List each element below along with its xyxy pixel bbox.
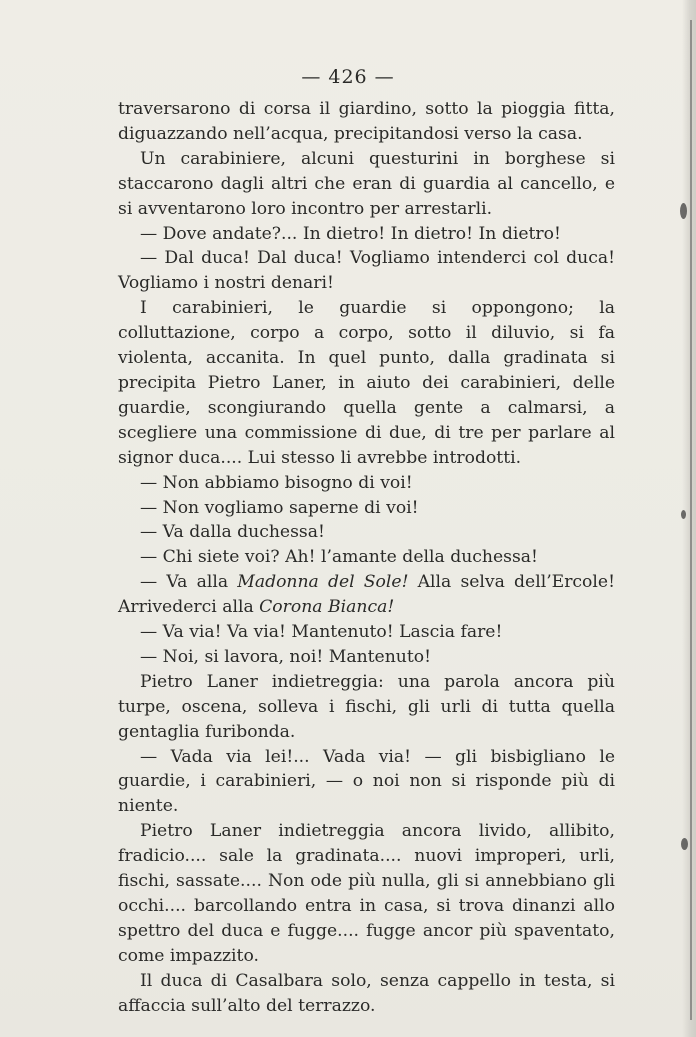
dialogue-line <box>118 570 615 620</box>
body-text <box>118 97 615 1019</box>
ink-smudge <box>681 510 686 519</box>
dialogue-text: Alla selva dell’Ercole! Arrivederci alla <box>118 572 615 618</box>
paragraph: Pietro Laner indietreggia ancora livido, allibito, fradicio.... sale la gradinata.... nuovi improperi, urli, fischi, sassate.... Non ode più nulla, gli si annebbiano gli occhi.... barcollando entra in casa, si trova dinanzi allo spettro del duca e fugge.... fugge ancor più spaventato, come impazzito. <box>118 821 615 966</box>
italic-title: Corona Bianca! <box>259 597 395 618</box>
paragraph: I carabinieri, le guardie si oppongono; la colluttazione, corpo a corpo, sotto il diluvio, si fa violenta, accanita. In quel punto, dalla gradinata si precipita Pietro Laner, in aiuto dei carabinieri, delle guardie, scongiurando quella gente a calmarsi, a scegliere una commissione di due, di tre per parlare al signor duca.... Lui stesso li avrebbe introdotti. <box>118 298 615 468</box>
dialogue-line: — Va via! Va via! Mantenuto! Lascia fare! <box>140 622 503 643</box>
dialogue-line: — Dove andate?... In dietro! In dietro! In dietro! <box>140 223 561 244</box>
paragraph: Il duca di Casalbara solo, senza cappello in testa, si affaccia sull’alto del terrazzo. <box>118 970 615 1016</box>
dialogue-line: — Noi, si lavora, noi! Mantenuto! <box>140 646 432 667</box>
page-number: — 426 — <box>301 66 395 88</box>
dialogue-text: — Va alla <box>140 572 238 593</box>
dialogue-line: — Vada via lei!... Vada via! — gli bisbigliano le guardie, i carabinieri, — o noi non si risponde più di niente. <box>118 746 615 817</box>
italic-title: Madonna del Sole! <box>237 572 409 593</box>
paragraph: Un carabiniere, alcuni questurini in borghese si staccarono dagli altri che eran di guardia al cancello, e si avventarono loro incontro per arrestarli. <box>118 148 615 219</box>
dialogue-line: — Non vogliamo saperne di voi! <box>140 497 419 518</box>
paragraph: traversarono di corsa il giardino, sotto la pioggia fitta, diguazzando nell’acqua, precipitandosi verso la casa. <box>118 99 615 144</box>
dialogue-line: — Non abbiamo bisogno di voi! <box>140 472 413 493</box>
dialogue-line: — Dal duca! Dal duca! Vogliamo intenderci col duca! Vogliamo i nostri denari! <box>118 248 615 294</box>
ink-smudge <box>680 203 687 219</box>
dialogue-line: — Chi siete voi? Ah! l’amante della duchessa! <box>140 547 538 568</box>
page-edge-line <box>690 20 692 1020</box>
ink-smudge <box>681 838 688 850</box>
paragraph: Pietro Laner indietreggia: una parola ancora più turpe, oscena, solleva i fischi, gli urli di tutta quella gentaglia furibonda. <box>118 671 615 742</box>
dialogue-line: — Va dalla duchessa! <box>140 522 325 543</box>
